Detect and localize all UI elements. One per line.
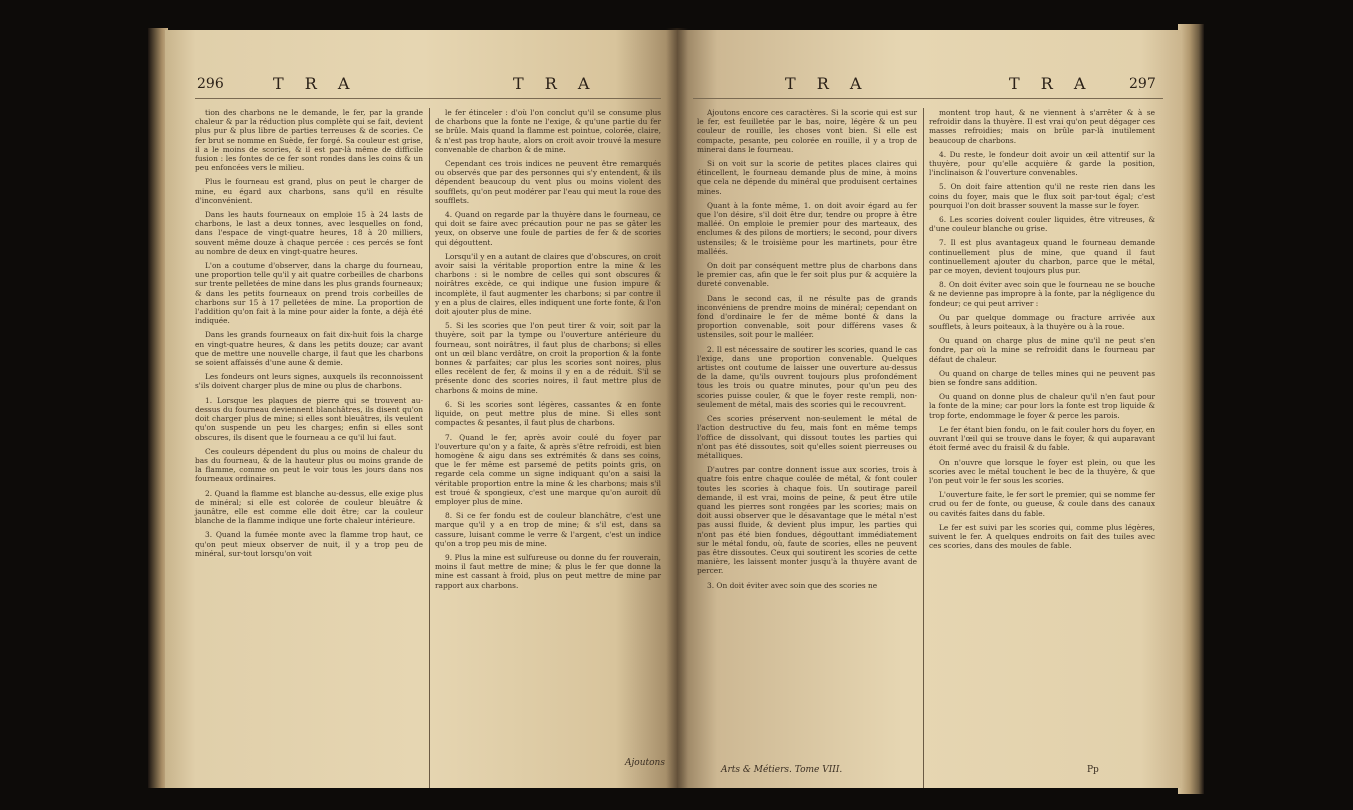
text-column-2 (435, 108, 661, 595)
column-rule (429, 108, 430, 788)
paragraph: 5. On doit faire attention qu'il ne reste rien dans les coins du foyer, mais que le flux soit par-tout égal; c'est pourquoi l'on doit brasser souvent la masse sur le foyer. (929, 182, 1155, 210)
right-page (677, 30, 1181, 788)
signature-line: Arts & Métiers. Tome VIII. (721, 765, 843, 775)
paragraph: Ou quand on donne plus de chaleur qu'il n'en faut pour la fonte de la mine; car pour lors la fonte est trop liquide & trop forte, endommage le foyer & perce les parois. (929, 392, 1155, 420)
text-column-2 (929, 108, 1155, 555)
paragraph: 6. Les scories doivent couler liquides, être vitreuses, & d'une couleur blanche ou grise. (929, 215, 1155, 234)
paragraph: le fer étinceler : d'où l'on conclut qu'il se consume plus de charbons que la fonte ne l'exige, & qu'une partie du fer se brûle. Mais quand la flamme est pointue, colorée, claire, & n'est pas trop haute, alors on croit avoir trouvé la mesure convenable de charbon & de mine. (435, 108, 661, 154)
paragraph: 3. Quand la fumée monte avec la flamme trop haut, ce qu'on peut mieux observer de nuit, il y a trop peu de minéral, sur-tout lorsqu'on voit (195, 530, 423, 558)
running-head: T R A (513, 74, 598, 93)
page-number: 296 (197, 76, 224, 92)
running-head: T R A (273, 74, 358, 93)
paragraph: 7. Quand le fer, après avoir coulé du foyer par l'ouverture qu'on y a faite, & après s'être refroidi, est bien homogène & aigu dans ses extrémités & dans ses coins, que le fer même est parsemé de petits points gris, on regarde cela comme un signe indiquant qu'on a saisi la véritable proportion entre la mine & les charbons; mais s'il est troué & spongieux, c'est une marque qu'on auroit dû employer plus de mine. (435, 432, 661, 506)
signature-mark: Pp (1087, 765, 1099, 775)
page-number: 297 (1129, 76, 1156, 92)
paragraph: Le fer étant bien fondu, on le fait couler hors du foyer, en ouvrant l'œil qui se trouve dans le foyer, & qui auparavant étoit fermé avec du fraisil & du fable. (929, 424, 1155, 453)
paragraph: 4. Du reste, le fondeur doit avoir un œil attentif sur la thuyère, pour qu'elle acquière & garde la position, l'inclinaison & l'ouverture convenables. (929, 149, 1155, 178)
paragraph: Dans le second cas, il ne résulte pas de grands inconvéniens de prendre moins de minéral; cependant on fond d'ordinaire le fer de même bonté & dans la proportion convenable, soit pour différens vases & ustensiles, soit pour le malléer. (697, 293, 917, 340)
paragraph: On doit par conséquent mettre plus de charbons dans le premier cas, afin que le fer soit plus pur & acquière la dureté convenable. (697, 261, 917, 289)
paragraph: 3. On doit éviter avec soin que des scories ne (707, 580, 878, 590)
paragraph: 7. Il est plus avantageux quand le fourneau demande continuellement plus de mine, que quand il faut continuellement ajouter du charbon, parce que le métal, par ce moyen, devient toujours plus pur. (929, 238, 1155, 276)
paragraph: L'on a coutume d'observer, dans la charge du fourneau, une proportion telle qu'il y ait quatre corbeilles de charbons sur trente pelletées de mine dans les plus grands fourneaux; & dans les petits fourneaux on prend trois corbeilles de charbons sur 15 à 17 pelletées de mine. La proportion de l'addition qu'on fait à la mine pour aider la fonte, a déjà été indiquée. (195, 261, 423, 326)
paragraph: Ou par quelque dommage ou fracture arrivée aux soufflets, à leurs poiteaux, à la thuyère ou à la roue. (929, 312, 1155, 332)
paragraph: D'autres par contre donnent issue aux scories, trois à quatre fois entre chaque coulée de métal, & font couler toutes les scories à chaque fois. Un soutirage pareil demande, il est vrai, moins de peine, & peut être utile quand les pierres sont rongées par les scories; mais on doit aussi observer que le désavantage que le métal n'est pas aussi fluide, & devient plus impur, les parties qui n'ont pas été bien fondues, dégouttant immédiatement sur le métal fondu, où, faute de scories, elles ne peuvent pas être dissoutes. Ceux qui soutirent les scories de cette manière, les laissent monter jusqu'à la thuyère avant de percer. (697, 465, 917, 576)
paragraph: tion des charbons ne le demande, le fer, par la grande chaleur & par la réduction plus complète qui se fait, devient plus pur & plus libre de parties terreuses & de scories. Ce fer brut se nomme en Suède, fer forgé. Sa couleur est grise, il a le moins de scories, & il est par-là même de difficile fusion : les fontes de ce fer sont rondes dans les coins & un peu enfoncées vers le milieu. (195, 108, 423, 173)
text-column-1 (195, 108, 423, 563)
paragraph: 8. Si ce fer fondu est de couleur blanchâtre, c'est une marque qu'il y a en trop de mine; & s'il est, dans sa cassure, luisant comme le verre & l'argent, c'est un indice qu'on a trop peu mis de mine. (435, 511, 661, 548)
paragraph: Plus le fourneau est grand, plus on peut le charger de mine, eu égard aux charbons, sans qu'il en résulte d'inconvénient. (195, 177, 423, 205)
paragraph: 9. Plus la mine est sulfureuse ou donne du fer rouverain, moins il faut mettre de mine; & plus le fer que donne la mine est cassant à froid, plus on peut mettre de mine par rapport aux charbons. (435, 552, 661, 590)
text-column-1 (697, 108, 917, 595)
paragraph: Ou quand on charge de telles mines qui ne peuvent pas bien se fondre sans addition. (929, 368, 1155, 388)
paragraph: Si on voit sur la scorie de petites places claires qui étincellent, le fourneau demande plus de mine, à moins que cela ne dépende du minéral que produisent certaines mines. (697, 159, 917, 196)
paragraph: 1. Lorsque les plaques de pierre qui se trouvent au-dessus du fourneau deviennent blanchâtres, ils disent qu'on doit charger plus de mine; si elles sont bleuâtres, ils veulent qu'on suspende un peu les charges; enfin si elles sont obscures, ils disent que le fourneau a ce qu'il lui faut. (195, 395, 423, 442)
book-gutter (666, 28, 688, 788)
paragraph: Ou quand on charge plus de mine qu'il ne peut s'en fondre, par où la mine se refroidit dans le fourneau par défaut de chaleur. (929, 336, 1155, 364)
paragraph: Quant à la fonte même, 1. on doit avoir égard au fer que l'on désire, s'il doit être dur, tendre ou propre à être malléé. On emploie le premier pour des marteaux, des enclumes & des pilons de mortiers; le second, pour divers ustensiles; & le troisième pour les martinets, pour être malléés. (697, 200, 917, 256)
paragraph: Dans les hauts fourneaux on emploie 15 à 24 lasts de charbons, le last a deux tonnes, avec lesquelles on fond, dans l'espace de vingt-quatre heures, 18 à 20 milliers, souvent même douze à chaque percée : ces percés se font au nombre de deux en vingt-quatre heures. (195, 210, 423, 256)
paragraph: 4. Quand on regarde par la thuyère dans le fourneau, ce qui doit se faire avec précaution pour ne pas se gâter les yeux, on observe une foule de parties de fer & de scories qui dégouttent. (435, 210, 661, 247)
catchword: Ajoutons (625, 758, 665, 768)
paragraph: L'ouverture faite, le fer sort le premier, qui se nomme fer crud ou fer de fonte, ou gueuse, & coule dans des canaux ou cavités faites dans du fable. (929, 490, 1155, 518)
paragraph: Lorsqu'il y en a autant de claires que d'obscures, on croit avoir saisi la véritable proportion entre la mine & les charbons : si le nombre de celles qui sont obscures & noirâtres excède, ce qui indique une fusion impure & incomplète, il faut augmenter les charbons; si par contre il y en a plus de claires, elles indiquent une forte fonte, & l'on doit ajouter plus de mine. (435, 251, 661, 317)
paragraph: Cependant ces trois indices ne peuvent être remarqués ou observés que par des personnes qui s'y entendent, & ils dépendent beaucoup du vent plus ou moins violent des soufflets, qu'on peut modérer par l'eau qui meut la roue des soufflets. (435, 159, 661, 205)
book-edge-right (1178, 24, 1204, 794)
paragraph: 6. Si les scories sont légères, cassantes & en fonte liquide, on peut mettre plus de mine. Si elles sont compactes & pesantes, il faut plus de charbons. (435, 399, 661, 428)
column-rule (923, 108, 924, 788)
paragraph: Ajoutons encore ces caractères. Si la scorie qui est sur le fer, est feuilletée par le bas, noire, légère & un peu couleur de rouille, les choses vont bien. Si elle est compacte, pesante, peu colorée en rouille, il y a trop de minerai dans le fourneau. (697, 108, 917, 154)
paragraph: 8. On doit éviter avec soin que le fourneau ne se bouche & ne devienne pas impropre à la fonte, par la négligence du fondeur; ce qui peut arriver : (929, 280, 1155, 308)
header-rule (195, 98, 661, 99)
paragraph: Les fondeurs ont leurs signes, auxquels ils reconnoissent s'ils doivent charger plus de mine ou plus de charbons. (195, 372, 423, 391)
running-head: T R A (785, 74, 870, 93)
paragraph: 2. Il est nécessaire de soutirer les scories, quand le cas l'exige, dans une proportion convenable. Quelques artistes ont coutume de laisser une ouverture au-dessus de la dame, qu'ils ouvrent toujours plus profondément tous les trois ou quatre minutes, pour qu'un peu des scories puisse couler, & que le foyer reste rempli, non-seulement de métal, mais des scories qui le recouvrent. (697, 344, 917, 409)
header-rule (693, 98, 1163, 99)
paragraph: Ces scories préservent non-seulement le métal de l'action destructive du feu, mais font en même temps l'office de dissolvant, qui dissout toutes les parties qui n'ont pas été dissoutes, soit qu'elles soient pierreuses ou métalliques. (697, 414, 917, 460)
paragraph: On n'ouvre que lorsque le foyer est plein, ou que les scories avec le métal touchent le bec de la thuyère, & que l'on peut voir le fer sous les scories. (929, 457, 1155, 485)
paragraph: montent trop haut, & ne viennent à s'arrêter & à se refroidir dans la thuyère. Il est vrai qu'on peut dégager ces masses refroidies; mais on brûle par-là inutilement beaucoup de charbons. (929, 108, 1155, 145)
running-head: T R A (1009, 74, 1094, 93)
left-page (165, 30, 677, 788)
paragraph: Dans les grands fourneaux on fait dix-huit fois la charge en vingt-quatre heures, & dans les petits douze; car avant que de mettre une nouvelle charge, il faut que les charbons se soient affaissés d'une aune & demie. (195, 330, 423, 368)
paragraph: Ces couleurs dépendent du plus ou moins de chaleur du bas du fourneau, & de la hauteur plus ou moins grande de la flamme, comme on peut le voir tous les jours dans nos fourneaux ordinaires. (195, 446, 423, 484)
paragraph: Le fer est suivi par les scories qui, comme plus légères, suivent le fer. A quelques endroits on fait des tuiles avec ces scories, dans des moules de fable. (929, 522, 1155, 551)
paragraph: 5. Si les scories que l'on peut tirer & voir, soit par la thuyère, soit par la tympe ou l'ouverture antérieure du fourneau, sont noirâtres, il faut plus de charbons; si elles ont un œil blanc verdâtre, on croit la proportion & la fonte bonnes & parfaites; car plus les scories sont noires, plus elles recèlent de fer, & moins il y en a de réduit. S'il se présente donc des scories noires, il faut mettre plus de charbons & moins de mine. (435, 321, 661, 395)
paragraph: 2. Quand la flamme est blanche au-dessus, elle exige plus de minéral; si elle est colorée de couleur bleuâtre & jaunâtre, elle est comme elle doit être; car la couleur blanche de la flamme indique une forte chaleur intérieure. (195, 488, 423, 526)
